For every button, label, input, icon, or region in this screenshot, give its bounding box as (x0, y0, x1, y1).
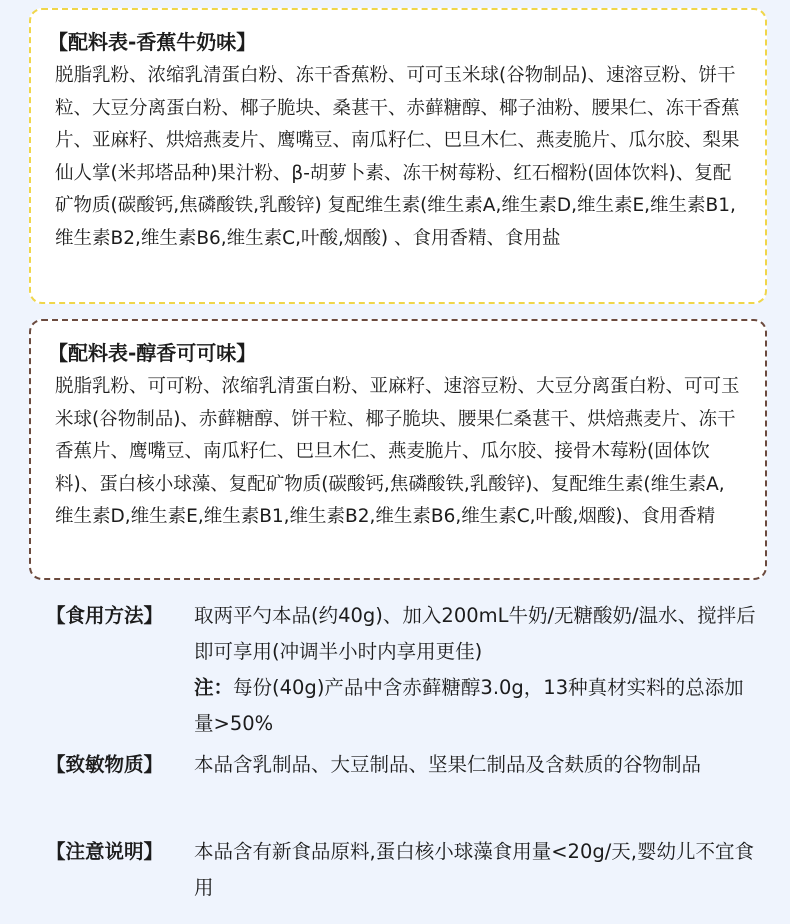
caution-label: 【注意说明】 (46, 840, 164, 863)
caution-text: 本品含有新食品原料,蛋白核小球藻食用量<20g/天,婴幼儿不宜食用 (194, 840, 754, 899)
usage-text: 取两平勺本品(约40g)、加入200mL牛奶/无糖酸奶/温水、搅拌后即可享用(冲调半小时内享用更佳) (194, 604, 756, 663)
usage-note-prefix: 注： (194, 676, 234, 699)
ingredients-cocoa-title: 【配料表-醇香可可味】 (48, 341, 257, 365)
ingredients-banana-title: 【配料表-香蕉牛奶味】 (48, 30, 257, 54)
usage-content (194, 598, 762, 742)
ingredients-cocoa-panel (29, 319, 767, 580)
ingredients-banana-text: 脱脂乳粉、浓缩乳清蛋白粉、冻干香蕉粉、可可玉米球(谷物制品)、速溶豆粉、饼干粒、大豆分离蛋白粉、椰子脆块、桑葚干、赤藓糖醇、椰子油粉、腰果仁、冻干香蕉片、亚麻籽、烘焙燕麦片、鹰嘴豆、南瓜籽仁、巴旦木仁、燕麦脆片、瓜尔胶、梨果仙人掌(米邦塔品种)果汁粉、β-胡萝卜素、冻干树莓粉、红石榴粉(固体饮料)、复配矿物质(碳酸钙,焦磷酸铁,乳酸锌) 复配维生素(维生素A,维生素D,维生素E,维生素B1,维生素B2,维生素B6,维生素C,叶酸,烟酸) 、食用香精、食用盐 (55, 65, 740, 249)
ingredients-banana-panel (29, 8, 767, 304)
usage-note-text: 每份(40g)产品中含赤藓糖醇3.0g，13种真材实料的总添加量>50% (194, 676, 744, 735)
ingredients-cocoa-text: 脱脂乳粉、可可粉、浓缩乳清蛋白粉、亚麻籽、速溶豆粉、大豆分离蛋白粉、可可玉米球(谷物制品)、赤藓糖醇、饼干粒、椰子脆块、腰果仁桑葚干、烘焙燕麦片、冻干香蕉片、鹰嘴豆、南瓜籽仁、巴旦木仁、燕麦脆片、瓜尔胶、接骨木莓粉(固体饮料)、蛋白核小球藻、复配矿物质(碳酸钙,焦磷酸铁,乳酸锌)、复配维生素(维生素A,维生素D,维生素E,维生素B1,维生素B2,维生素B6,维生素C,叶酸,烟酸)、食用香精 (55, 376, 740, 527)
usage-note (194, 670, 762, 742)
allergen-text: 本品含乳制品、大豆制品、坚果仁制品及含麸质的谷物制品 (194, 753, 702, 776)
usage-section (46, 598, 762, 742)
caution-section (46, 834, 762, 906)
usage-label: 【食用方法】 (46, 604, 164, 627)
allergen-label: 【致敏物质】 (46, 753, 164, 776)
allergen-section (46, 747, 762, 783)
